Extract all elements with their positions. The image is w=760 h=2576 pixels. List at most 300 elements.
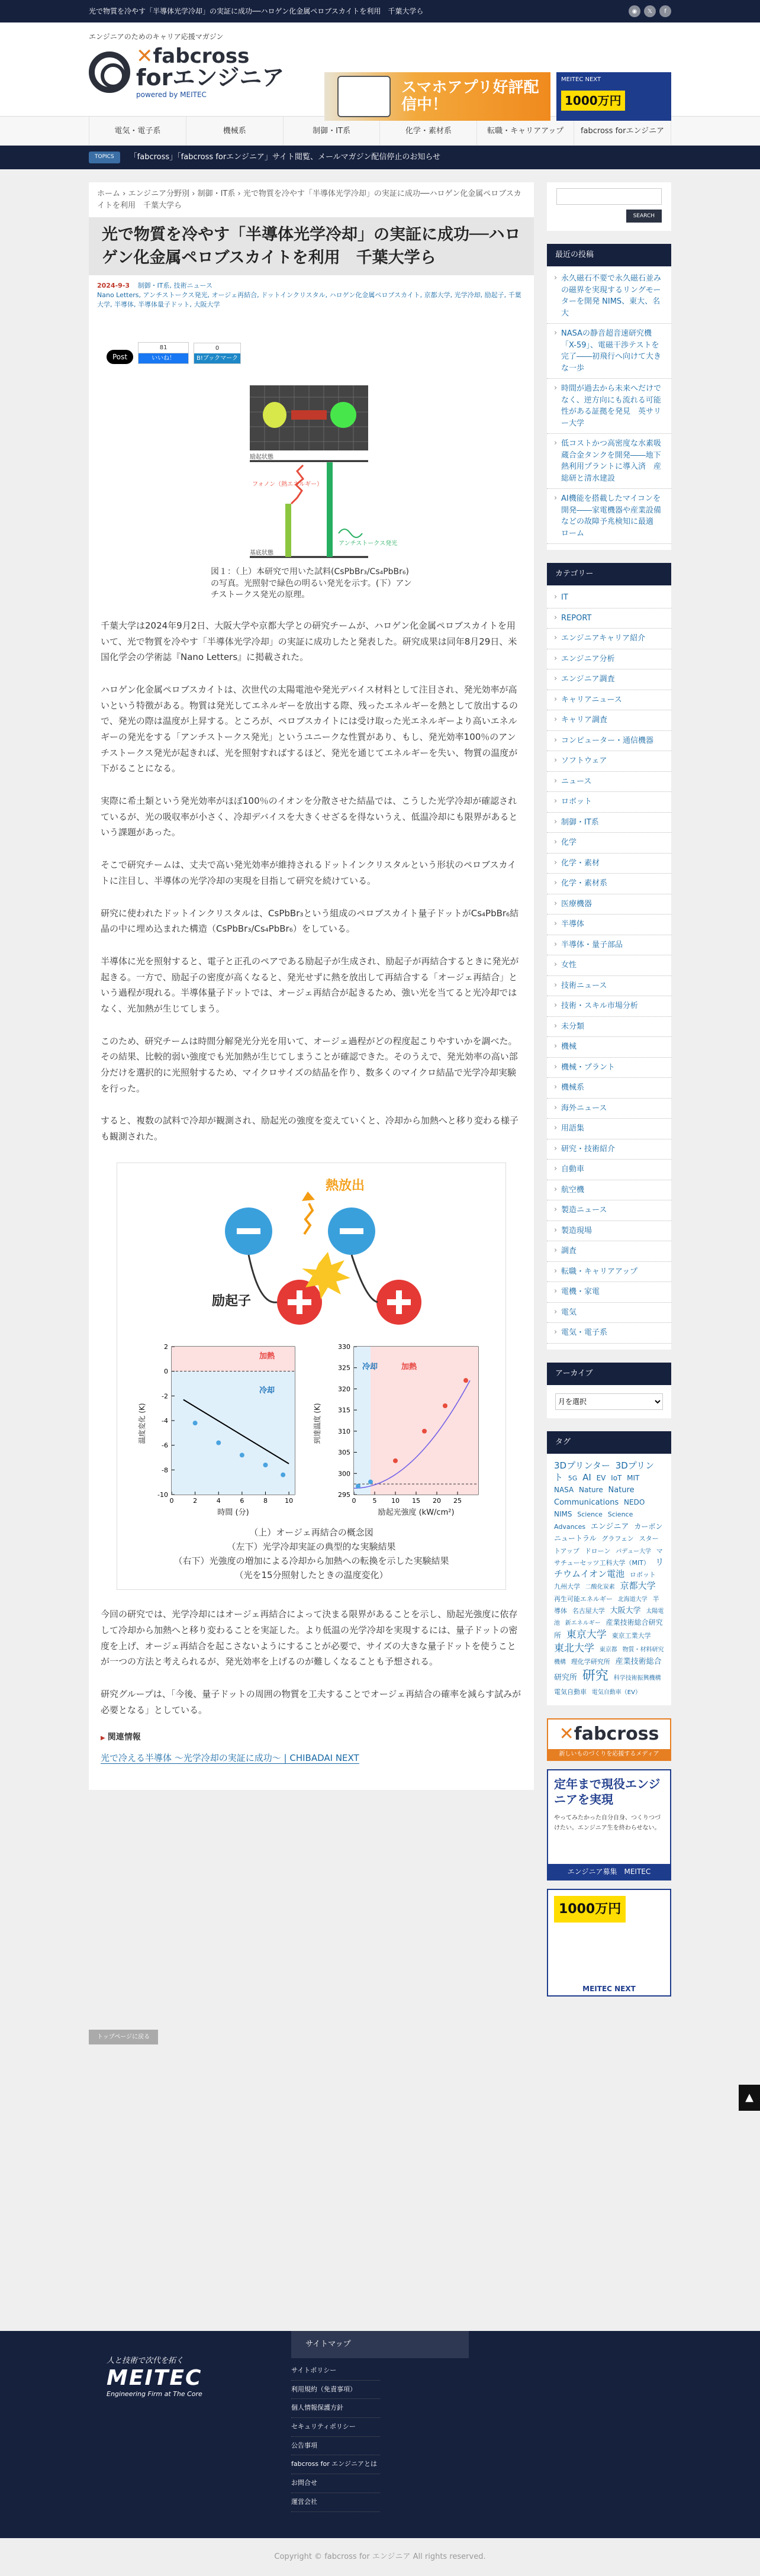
left-x-label: 時間 (分) xyxy=(217,1508,249,1517)
category-link[interactable]: 制御・IT系 xyxy=(561,817,599,827)
tag-link[interactable]: 3Dプリント xyxy=(554,1460,655,1483)
paragraph: すると、複数の試料で冷却が観測され、励起光の強度を変えていくと、冷却から加熱へと移り変わる様子も観測された。 xyxy=(101,1115,519,1142)
tag-link[interactable]: 太陽電池 xyxy=(554,1608,664,1627)
right-x-label: 励起光強度 (kW/cm²) xyxy=(378,1508,455,1517)
category-link[interactable]: ロボット xyxy=(561,797,592,807)
tag-link[interactable]: マサチューセッツ工科大学（MIT） xyxy=(554,1547,663,1567)
post-tags[interactable]: Nano Letters, アンチストークス発光, オージェ再結合, ドットインクリスタル, ハロゲン化金属ペロブスカイト, 京都大学, 光学冷却, 励起子, 千葉大学, 半導体, 半導体量子ドット, 大阪大学 xyxy=(97,291,521,309)
app-banner[interactable] xyxy=(324,72,550,121)
category-link[interactable]: 女性 xyxy=(561,961,577,970)
category-item[interactable] xyxy=(547,751,671,772)
footer-sub: Engineering Firm at The Core xyxy=(107,2390,202,2398)
facebook-icon[interactable]: f xyxy=(659,5,671,17)
category-item[interactable] xyxy=(547,1200,671,1221)
site-header xyxy=(0,22,760,116)
y-tick-label: -6 xyxy=(162,1441,168,1450)
data-point xyxy=(368,1479,373,1484)
recent-post-item[interactable] xyxy=(547,379,671,434)
sitemap-heading: サイトマップ xyxy=(291,2331,469,2358)
top-bar-title: 光で物質を冷やす「半導体光学冷却」の実証に成功──ハロゲン化金属ペロブスカイトを利用 千葉大学ら xyxy=(89,7,424,15)
tag-link[interactable]: 理化学研究所 xyxy=(571,1658,610,1666)
related-item xyxy=(97,1751,526,1766)
x-tick-label: 2 xyxy=(193,1496,198,1505)
data-point xyxy=(216,1440,221,1445)
category-item[interactable] xyxy=(547,629,671,649)
category-item[interactable] xyxy=(547,1037,671,1058)
category-item[interactable] xyxy=(547,588,671,608)
related-link[interactable]: 光で冷える半導体 〜光学冷却の実証に成功〜 | CHIBADAI NEXT xyxy=(101,1753,359,1764)
figure-1 xyxy=(208,385,414,601)
tag-link[interactable]: 九州大学 xyxy=(554,1583,580,1591)
tag-link[interactable]: MIT xyxy=(627,1474,640,1483)
recent-post-link[interactable]: NASAの静音超音速研究機「X-59」、電磁干渉テストを完了――初飛行へ向けて大きな一歩 xyxy=(561,329,662,373)
paragraph: 研究に使われたドットインクリスタルは、CsPbBr₃という組成のペロブスカイト量子ドットがCs₄PbBr₆結晶の中に埋め込まれた構造（CsPbBr₃/Cs₄PbBr₆）をしている。 xyxy=(101,907,519,935)
category-item[interactable] xyxy=(547,1160,671,1180)
meitec-next-side-amount: 1000万円 xyxy=(554,1896,626,1923)
category-link[interactable]: 医療機器 xyxy=(561,899,592,909)
absorption-arrow xyxy=(285,504,291,557)
y-tick-label: -4 xyxy=(162,1416,168,1425)
recent-post-link[interactable]: 低コストかつ高密度な水素吸蔵合金タンクを開発――地下熱利用プラントに導入済 産総研と清水建設 xyxy=(561,439,662,483)
meitec-next-side-footer: MEITEC NEXT xyxy=(548,1982,670,1995)
nav-item-fabcross[interactable]: fabcross forエンジニア xyxy=(574,117,671,145)
category-link[interactable]: 転職・キャリアアップ xyxy=(561,1267,638,1276)
data-point xyxy=(463,1378,468,1383)
paragraph: このため、研究チームは時間分解発光分光を用いて、オージェ過程がどの程度起こりやすいかを調べた。その結果、比較的弱い強度でも光加熱が生じてしまうことが確認できた。そのうえで、発光効率の高い部分だけを選択的に光照射するため、マイクロサイズの結晶を作り、数多くのマイクロ結晶で光学冷却実験を行った。 xyxy=(101,1035,518,1094)
figure-1-diagram xyxy=(208,385,414,563)
back-to-home-button[interactable]: トップページに戻る xyxy=(89,2030,158,2044)
category-link[interactable]: 機械・プラント xyxy=(561,1062,616,1072)
figure-2 xyxy=(117,1163,506,1590)
heat-arrow xyxy=(302,1192,315,1201)
tag-link[interactable]: グラフェン xyxy=(601,1535,634,1543)
category-item[interactable] xyxy=(547,1058,671,1078)
recent-post-item[interactable] xyxy=(547,489,671,544)
rss-icon[interactable]: ◉ xyxy=(629,5,640,17)
category-link[interactable]: 製造ニュース xyxy=(561,1206,607,1215)
tag-link[interactable]: Science xyxy=(577,1511,603,1519)
tag-link[interactable]: パデュー大学 xyxy=(616,1548,651,1555)
archive-heading: アーカイブ xyxy=(547,1363,671,1385)
social-links xyxy=(629,5,671,17)
label-anti-stokes: アンチストークス発光 xyxy=(339,540,398,548)
tag-link[interactable]: 大阪大学 xyxy=(610,1606,641,1615)
chart-intensity-temperature xyxy=(313,1343,478,1517)
caption-line: （上）オージェ再結合の概念図 xyxy=(249,1527,373,1538)
x-tick-label: 15 xyxy=(412,1496,420,1505)
footer-link[interactable]: 公告事項 xyxy=(291,2437,380,2456)
y-tick-label: 2 xyxy=(164,1342,168,1351)
category-item[interactable] xyxy=(547,1241,671,1262)
related-heading: ▶ 関連情報 xyxy=(97,1731,526,1745)
page-body xyxy=(89,182,671,2005)
footer-link[interactable]: 個人情報保護方針 xyxy=(291,2399,380,2418)
footer-sitemap xyxy=(291,2331,469,2512)
recent-posts xyxy=(547,244,671,550)
x-post-button[interactable]: Post xyxy=(107,350,133,364)
paragraph: 実際に希土類という発光効率がほぼ100％のイオンを分散させた結晶では、こうした光学冷却が確認されているが、光の吸収率が小さく、冷却デバイスを大きくせざるを得ないうえ、低温冷却にも限界があるという課題があった。 xyxy=(101,796,518,838)
hatena-bookmark-label: B!ブックマーク xyxy=(194,353,240,363)
footer-logo[interactable] xyxy=(107,2355,202,2400)
tag-link[interactable]: Science Advances xyxy=(554,1511,633,1531)
data-point xyxy=(193,1421,198,1425)
footer-link[interactable]: 運営会社 xyxy=(291,2493,380,2512)
share-buttons xyxy=(107,338,526,364)
footer-link[interactable]: お問合せ xyxy=(291,2474,380,2493)
logo-for: forエンジニア xyxy=(136,65,285,91)
category-link[interactable]: ソフトウェア xyxy=(561,756,607,766)
hatena-bookmark-count: 0 xyxy=(215,345,220,352)
data-point xyxy=(422,1429,427,1434)
tag-link[interactable]: 半導体 xyxy=(554,1595,659,1615)
category-item[interactable] xyxy=(547,1323,671,1344)
tag-link[interactable]: スタートアップ xyxy=(554,1535,659,1555)
tag-link[interactable]: 東京都 xyxy=(599,1646,617,1653)
exciton-label: 励起子 xyxy=(212,1293,252,1309)
category-item[interactable] xyxy=(547,1221,671,1242)
category-item[interactable] xyxy=(547,1262,671,1283)
post-categories[interactable]: 制御・IT系, 技術ニュース xyxy=(137,282,212,290)
recruit-banner-title: 定年まで現役エンジニアを実現 xyxy=(554,1776,661,1807)
category-item[interactable] xyxy=(547,976,671,997)
category-link[interactable]: キャリア調査 xyxy=(561,716,608,725)
chart-time-temperature xyxy=(137,1343,295,1517)
fabcross-banner-title: ✕fabcross xyxy=(559,1723,659,1744)
category-link[interactable]: 化学・素材系 xyxy=(561,879,608,888)
data-point xyxy=(443,1403,447,1408)
y-tick-label: 0 xyxy=(164,1367,168,1376)
tag-link[interactable]: 産業技術総合研究所 xyxy=(554,1618,663,1640)
footer-link[interactable]: セキュリティポリシー xyxy=(291,2418,380,2437)
facebook-like-label: いいね！ xyxy=(139,353,188,363)
category-link[interactable]: REPORT xyxy=(561,613,592,623)
recruit-banner-footer: エンジニア募集 MEITEC xyxy=(548,1864,670,1879)
phone-icon xyxy=(337,76,391,117)
page-top-button[interactable]: ▲ xyxy=(739,2085,760,2111)
category-item[interactable] xyxy=(547,996,671,1017)
x-tick-label: 5 xyxy=(372,1496,377,1505)
label-excited: 励起状態 xyxy=(250,454,273,461)
category-link[interactable]: 技術・スキル市場分析 xyxy=(561,1002,638,1011)
category-item[interactable] xyxy=(547,935,671,956)
article-body xyxy=(97,618,526,1718)
category-link[interactable]: 製造現場 xyxy=(561,1226,592,1235)
tag-link[interactable]: ドローン xyxy=(584,1547,611,1555)
nav-item-control-it[interactable]: 制御・IT系 xyxy=(284,117,381,145)
data-point xyxy=(263,1463,268,1467)
site-tagline: エンジニアのためのキャリア応援マガジン xyxy=(89,33,224,41)
footer-link[interactable]: fabcross for エンジニアとは xyxy=(291,2455,380,2474)
tag-link[interactable]: 5G xyxy=(568,1474,578,1483)
y-tick-label: -2 xyxy=(162,1392,168,1400)
tag-link[interactable]: 東京工業大学 xyxy=(611,1631,651,1640)
nav-item-chemical[interactable]: 化学・素材系 xyxy=(380,117,477,145)
tag-link[interactable]: カーボンニュートラル xyxy=(554,1522,663,1543)
y-tick-label: 310 xyxy=(338,1427,350,1435)
data-point xyxy=(393,1458,398,1463)
tag-link[interactable]: エンジニア xyxy=(590,1522,629,1531)
recruit-banner-text: やってみたかった自分自身、つくりつづけたい。エンジニア生を終わらせない。 xyxy=(554,1814,661,1831)
category-item[interactable] xyxy=(547,813,671,833)
recent-post-link[interactable]: 永久磁石不要で永久磁石並みの磁界を実現するリングモーターを開発 NIMS、東大、名大 xyxy=(561,274,662,318)
tag-link[interactable]: Nature Communications xyxy=(554,1486,635,1507)
copyright: Copyright © fabcross for エンジニア All rights reserved. xyxy=(0,2538,760,2576)
x-tick-label: 20 xyxy=(433,1496,441,1505)
tag-link[interactable]: EV xyxy=(596,1474,606,1483)
recruit-banner[interactable] xyxy=(547,1769,671,1881)
recent-post-item[interactable] xyxy=(547,434,671,489)
footer-link[interactable]: 利用規約（免責事項） xyxy=(291,2381,380,2400)
category-item[interactable] xyxy=(547,915,671,935)
category-item[interactable] xyxy=(547,1282,671,1303)
nav-item-mechanical[interactable]: 機械系 xyxy=(186,117,284,145)
logo-powered: powered by MEITEC xyxy=(136,91,207,99)
page-title: 光で物質を冷やす「半導体光学冷却」の実証に成功──ハロゲン化金属ペロブスカイトを利用 千葉大学ら xyxy=(102,226,521,268)
right-heat-label: 加熱 xyxy=(401,1362,417,1371)
back-to-top-wrap xyxy=(89,2028,671,2044)
category-link[interactable]: 海外ニュース xyxy=(561,1103,607,1113)
tag-link[interactable]: NASA xyxy=(554,1486,574,1495)
hatena-bookmark-button[interactable] xyxy=(194,343,241,364)
fabcross-banner[interactable] xyxy=(547,1718,671,1761)
site-footer xyxy=(0,2331,760,2538)
recent-post-link[interactable]: 時間が過去から未来へだけでなく、逆方向にも流れる可能性がある証拠を発見 英サリー大学 xyxy=(561,384,662,428)
category-item[interactable] xyxy=(547,772,671,793)
paragraph: 千葉大学は2024年9月2日、大阪大学や京都大学との研究チームが、ハロゲン化金属ペロブスカイトを用いて、光で物質を冷やす「半導体光学冷却」の実証に成功したと発表した。研究成果は同年8月29日、米国化学会の学術誌『Nano Letters』に掲載された。 xyxy=(101,620,517,663)
tag-link[interactable]: 産業技術総合研究所 xyxy=(554,1657,662,1682)
category-link[interactable]: 機械系 xyxy=(561,1083,585,1093)
sample-yellow xyxy=(263,402,286,428)
top-bar xyxy=(0,0,760,22)
post-date: 2024-9-3 xyxy=(97,282,130,290)
categories-heading: カテゴリー xyxy=(547,563,671,585)
caption-line: （光を15分照射したときの温度変化） xyxy=(234,1570,388,1581)
y-tick-label: -8 xyxy=(162,1466,168,1474)
category-item[interactable] xyxy=(547,1078,671,1099)
category-link[interactable]: IT xyxy=(561,593,568,603)
topics-bar xyxy=(0,146,760,169)
search-box xyxy=(547,182,671,231)
topics-badge: TOPICS xyxy=(89,152,120,163)
breadcrumb[interactable]: ホーム › エンジニア分野別 › 制御・IT系 › 光で物質を冷やす「半導体光学冷却」の実証に成功──ハロゲン化金属ペロブスカイトを利用 千葉大学ら xyxy=(97,189,521,210)
category-link[interactable]: 航空機 xyxy=(561,1185,585,1194)
tag-link[interactable]: IoT xyxy=(611,1474,622,1483)
paragraph: 研究グループは、「今後、量子ドットの周囲の物質を工夫することでオージェ再結合の確率を減らす試みが必要となる」としている。 xyxy=(101,1689,521,1715)
category-link[interactable]: 半導体・量子部品 xyxy=(561,940,623,949)
category-item[interactable] xyxy=(547,854,671,874)
category-item[interactable] xyxy=(547,731,671,752)
archive-box xyxy=(547,1363,671,1418)
category-item[interactable] xyxy=(547,649,671,670)
nav-item-career[interactable]: 転職・キャリアアップ xyxy=(477,117,574,145)
light-irradiation-arrow xyxy=(291,410,327,420)
paragraph: 半導体に光を照射すると、電子と正孔のペアである励起子が生成され、励起子が再結合するときに発光が起きる。一方で、励起子の密度が高くなると、発光せずに熱を放出して再結合する「オージェ再結合」という過程が現れる。半導体量子ドットでは、オージェ再結合が起きるため、強い光を当てると光冷却ではなく、光加熱が生じてしまう。 xyxy=(101,955,519,1014)
category-item[interactable] xyxy=(547,690,671,711)
archive-select[interactable] xyxy=(555,1393,663,1410)
category-link[interactable]: エンジニア分析 xyxy=(561,654,615,664)
facebook-like-button[interactable] xyxy=(138,342,189,364)
category-link[interactable]: エンジニア調査 xyxy=(561,675,615,684)
app-banner-text: スマホアプリ好評配信中！ xyxy=(401,79,539,114)
fabcross-banner-sub: 新しいものづくりを応援するメディア xyxy=(548,1749,670,1760)
main-content xyxy=(89,182,534,1790)
categories xyxy=(547,563,671,1350)
tag-link[interactable]: 新エネルギー xyxy=(565,1620,601,1627)
meitec-next-title: MEITEC NEXT xyxy=(561,76,601,83)
x-tick-label: 10 xyxy=(391,1496,400,1505)
figure-2-graphic xyxy=(117,1163,505,1518)
tag-link[interactable]: ロボット xyxy=(629,1571,656,1579)
category-link[interactable]: 技術ニュース xyxy=(561,981,607,990)
y-tick-label: 300 xyxy=(338,1470,350,1478)
category-item[interactable] xyxy=(547,1017,671,1038)
tag-link[interactable]: 再生可能エネルギー xyxy=(554,1595,613,1603)
recent-post-item[interactable] xyxy=(547,269,671,324)
sidebar xyxy=(547,182,671,2005)
right-y-label: 到達温度 (K) xyxy=(313,1403,321,1444)
tag-link[interactable]: リチウムイオン電池 xyxy=(554,1556,664,1580)
category-link[interactable]: 化学・素材 xyxy=(561,858,600,868)
y-tick-label: 320 xyxy=(338,1385,350,1393)
caption-line: （左下）光学冷却実証の典型的な実験結果 xyxy=(227,1541,396,1553)
tag-link[interactable]: 3Dプリンター xyxy=(554,1460,610,1471)
topics-text[interactable]: 「fabcross」「fabcross forエンジニア」サイト閲覧、メールマガジン配信停止のお知らせ xyxy=(129,152,440,162)
category-link[interactable]: キャリアニュース xyxy=(561,695,622,704)
category-item[interactable] xyxy=(547,874,671,894)
footer-brand: MEITEC xyxy=(107,2366,202,2391)
nav-item-electronics[interactable]: 電気・電子系 xyxy=(89,117,186,145)
tag-link[interactable]: NIMS xyxy=(554,1510,572,1519)
label-ground: 基底状態 xyxy=(250,550,273,557)
sample-green xyxy=(330,402,356,428)
category-link[interactable]: 用語集 xyxy=(561,1124,585,1134)
tag-link[interactable]: 物質・材料研究機構 xyxy=(554,1646,664,1666)
paragraph: そこで研究チームは、丈夫で高い発光効率が維持されるドットインクリスタルという形状のペロブスカイトに注目し、半導体の光学冷却の実現を目指して研究を続けている。 xyxy=(101,859,517,886)
y-tick-label: 305 xyxy=(338,1448,350,1457)
tag-link[interactable]: AI xyxy=(582,1472,591,1483)
y-tick-label: -10 xyxy=(157,1490,168,1499)
x-tick-label: 0 xyxy=(352,1496,356,1505)
category-item[interactable] xyxy=(547,833,671,854)
tag-link[interactable]: 京都大学 xyxy=(620,1580,656,1592)
paragraph: ハロゲン化金属ペロブスカイトは、次世代の太陽電池や発光デバイス材料として注目され、発光効率が高いという特徴がある。物質は発光してエネルギーを放出する際、残ったエネルギーを熱として放出するので、発光の際は温度が上昇する。ところが、ペロブスカイトには受け取った光エネルギーより高いエネルギーの発光をする「アンチストークス発光」というユニークな性質があり、もし、発光効率100％のアンチストークス発光が起きれば、光を照射すればするほど、発光を通じてエネルギーを失い、物質の温度が下がることになる。 xyxy=(101,684,519,774)
category-item[interactable] xyxy=(547,894,671,915)
recent-post-link[interactable]: AI機能を搭載したマイコンを開発――家電機器や産業設備などの故障予兆検知に最適 ローム xyxy=(561,494,662,538)
category-link[interactable]: コンピューター・通信機器 xyxy=(561,736,654,745)
category-link[interactable]: 機械 xyxy=(561,1042,577,1052)
left-cool-label: 冷却 xyxy=(259,1386,275,1395)
y-tick-label: 315 xyxy=(338,1406,350,1414)
category-link[interactable]: エンジニアキャリア紹介 xyxy=(561,634,646,643)
tag-link[interactable]: 電気自動車 xyxy=(554,1688,587,1696)
logo-brand: ✕fabcross xyxy=(136,44,250,68)
tag-link[interactable]: 東北大学 xyxy=(554,1642,594,1654)
caption-line: （右下）光強度の増加による冷却から加熱への転換を示した実験結果 xyxy=(173,1556,449,1567)
x-tick-label: 4 xyxy=(216,1496,221,1505)
y-tick-label: 330 xyxy=(338,1342,350,1351)
category-item[interactable] xyxy=(547,1180,671,1201)
tag-cloud xyxy=(547,1431,671,1705)
recent-posts-heading: 最近の投稿 xyxy=(547,244,671,266)
tag-cloud-heading: タグ xyxy=(547,1431,671,1454)
left-y-label: 温度変化 (K) xyxy=(138,1403,146,1444)
data-point xyxy=(281,1472,285,1477)
meitec-next-side-banner[interactable] xyxy=(547,1889,671,1997)
category-link[interactable]: 電気 xyxy=(561,1308,577,1317)
recent-post-item[interactable] xyxy=(547,324,671,379)
footer-link[interactable]: サイトポリシー xyxy=(291,2362,380,2381)
category-item[interactable] xyxy=(547,792,671,813)
x-tick-label: 25 xyxy=(453,1496,462,1505)
tag-link[interactable]: 北海道大学 xyxy=(617,1596,648,1603)
category-item[interactable] xyxy=(547,710,671,731)
figure-2-caption xyxy=(117,1523,505,1589)
category-link[interactable]: ニュース xyxy=(561,777,592,786)
meitec-next-amount: 1000万円 xyxy=(561,91,625,111)
tag-link[interactable]: 電気自動車（EV） xyxy=(591,1689,641,1696)
paragraph: 今回の研究では、光学冷却にはオージェ再結合によって決まる限界があることを示し、励起光強度に依存して冷却から加熱へと移り変わることを実証した。より低温の光学冷却を実現するには、量子ドットの密度を上げ、オージェ再結合を起こさないようにすることが必要で、サイズの大きな量子ドットを使うことが一つの方法と考えられるが、発光効率を上げるのが難しくなることも予想される。 xyxy=(101,1609,518,1667)
tag-link[interactable]: 東京大学 xyxy=(566,1628,607,1641)
search-button[interactable]: SEARCH xyxy=(626,210,662,223)
category-item[interactable] xyxy=(547,1119,671,1139)
search-input[interactable] xyxy=(556,188,662,205)
x-tick-label: 10 xyxy=(285,1496,294,1505)
category-item[interactable] xyxy=(547,608,671,629)
twitter-icon[interactable]: 𝕏 xyxy=(644,5,656,17)
right-cool-label: 冷却 xyxy=(362,1362,378,1371)
y-tick-label: 325 xyxy=(338,1364,350,1372)
tag-link[interactable]: 研究 xyxy=(582,1668,608,1683)
anti-stokes-arrow xyxy=(327,462,333,557)
tag-link[interactable]: 二酸化炭素 xyxy=(585,1584,615,1591)
facebook-like-count: 81 xyxy=(139,343,188,353)
tag-link[interactable]: 科学技術振興機構 xyxy=(613,1675,661,1682)
category-item[interactable] xyxy=(547,1099,671,1119)
category-link[interactable]: 電機・家電 xyxy=(561,1287,600,1297)
left-heat-label: 加熱 xyxy=(259,1351,275,1361)
y-tick-label: 295 xyxy=(338,1490,350,1499)
figure-1-caption: 図１：（上）本研究で用いた試料(CsPbBr₃/Cs₄PbBr₆)の写真。光照射で緑色の明るい発光を示す。(下）アンチストークス発光の原理。 xyxy=(211,567,412,600)
tag-link[interactable]: 名古屋大学 xyxy=(572,1606,605,1615)
post-meta xyxy=(97,281,526,310)
x-tick-label: 0 xyxy=(169,1496,174,1505)
category-item[interactable] xyxy=(547,955,671,976)
tag-link[interactable]: NEDO xyxy=(624,1498,645,1506)
gear-icon xyxy=(89,51,130,93)
category-link[interactable]: 調査 xyxy=(561,1247,577,1256)
label-phonon: フォノン（熱エネルギー） xyxy=(252,481,323,488)
data-point xyxy=(240,1453,244,1457)
category-link[interactable]: 化学 xyxy=(561,838,577,848)
category-link[interactable]: 研究・技術紹介 xyxy=(561,1144,616,1154)
category-link[interactable]: 半導体 xyxy=(561,920,585,929)
title-box xyxy=(89,217,534,275)
data-point xyxy=(356,1483,360,1488)
site-logo[interactable] xyxy=(89,46,284,98)
tag-link[interactable]: Nature xyxy=(579,1486,603,1495)
category-item[interactable] xyxy=(547,669,671,690)
meitec-next-banner[interactable] xyxy=(556,72,671,121)
category-link[interactable]: 未分類 xyxy=(561,1022,585,1031)
category-link[interactable]: 自動車 xyxy=(561,1165,585,1174)
category-link[interactable]: 電気・電子系 xyxy=(561,1328,608,1338)
x-tick-label: 6 xyxy=(240,1496,244,1505)
category-item[interactable] xyxy=(547,1139,671,1160)
x-tick-label: 8 xyxy=(263,1496,268,1505)
footer-tagline: 人と技術で次代を拓く xyxy=(107,2356,184,2365)
heat-release-label: 熱放出 xyxy=(326,1178,365,1193)
category-item[interactable] xyxy=(547,1303,671,1324)
